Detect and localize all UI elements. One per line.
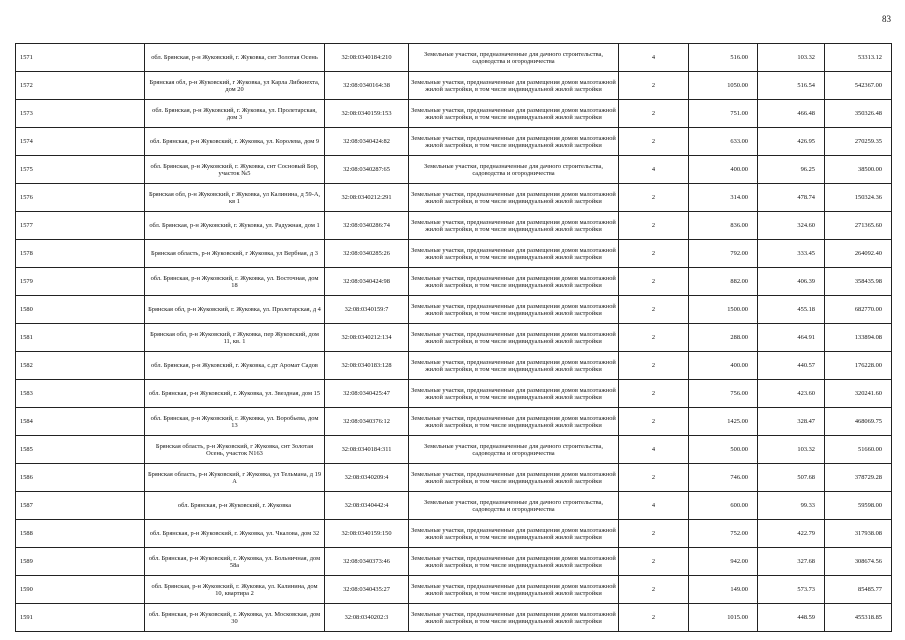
area-cell: 1425.00 [689, 408, 758, 436]
cadastral-value-cell: 542367.00 [825, 72, 892, 100]
specific-value-cell: 99.33 [758, 492, 825, 520]
land-category-cell: Земельные участки, предназначенные для размещения домов малоэтажной жилой застройки, в том числе индивидуальной жилой застройки [409, 576, 619, 604]
row-number: 1577 [16, 212, 145, 240]
area-cell: 751.00 [689, 100, 758, 128]
specific-value-cell: 455.18 [758, 296, 825, 324]
row-number: 1584 [16, 408, 145, 436]
cadastral-number-cell: 32:08:0340425:47 [325, 380, 409, 408]
land-category-cell: Земельные участки, предназначенные для размещения домов малоэтажной жилой застройки, в том числе индивидуальной жилой застройки [409, 324, 619, 352]
area-cell: 288.00 [689, 324, 758, 352]
cadastral-value-cell: 270259.35 [825, 128, 892, 156]
address-cell: обл. Брянская, р-н Жуковский, г. Жуковка, ул. Воробьева, дом 13 [145, 408, 325, 436]
specific-value-cell: 466.48 [758, 100, 825, 128]
group-cell: 4 [619, 492, 689, 520]
area-cell: 1050.00 [689, 72, 758, 100]
area-cell: 516.00 [689, 44, 758, 72]
cadastral-number-cell: 32:08:0340184:311 [325, 436, 409, 464]
cadastral-number-cell: 32:08:0340435:27 [325, 576, 409, 604]
row-number: 1587 [16, 492, 145, 520]
area-cell: 149.00 [689, 576, 758, 604]
table-row [16, 492, 892, 520]
row-number: 1591 [16, 604, 145, 632]
land-category-cell: Земельные участки, предназначенные для размещения домов малоэтажной жилой застройки, в том числе индивидуальной жилой застройки [409, 604, 619, 632]
area-cell: 400.00 [689, 156, 758, 184]
table-row [16, 436, 892, 464]
table-row [16, 268, 892, 296]
cadastral-value-cell: 85485.77 [825, 576, 892, 604]
address-cell: Брянская область, р-н Жуковский, г Жуковка, ул Вербная, д 3 [145, 240, 325, 268]
row-number: 1575 [16, 156, 145, 184]
cadastral-number-cell: 32:08:0340212:291 [325, 184, 409, 212]
address-cell: обл. Брянская, р-н Жуковский, г. Жуковка, ул. Королева, дом 9 [145, 128, 325, 156]
area-cell: 752.00 [689, 520, 758, 548]
table-row [16, 72, 892, 100]
cadastral-number-cell: 32:08:0340286:74 [325, 212, 409, 240]
land-category-cell: Земельные участки, предназначенные для размещения домов малоэтажной жилой застройки, в том числе индивидуальной жилой застройки [409, 352, 619, 380]
group-cell: 2 [619, 324, 689, 352]
cadastral-value-cell: 308674.56 [825, 548, 892, 576]
group-cell: 2 [619, 268, 689, 296]
group-cell: 2 [619, 240, 689, 268]
address-cell: обл. Брянская, р-н Жуковский, г. Жуковка, ул. Московская, дом 30 [145, 604, 325, 632]
cadastral-value-cell: 59598.00 [825, 492, 892, 520]
cadastral-value-cell: 53313.12 [825, 44, 892, 72]
cadastral-number-cell: 32:08:0340209:4 [325, 464, 409, 492]
cadastral-number-cell: 32:08:0340159:7 [325, 296, 409, 324]
specific-value-cell: 103.32 [758, 436, 825, 464]
row-number: 1586 [16, 464, 145, 492]
group-cell: 4 [619, 44, 689, 72]
table-row [16, 100, 892, 128]
table-row [16, 408, 892, 436]
address-cell: Брянская обл, р-н Жуковский, г Жуковка, ул Калинина, д 59-А, кв 1 [145, 184, 325, 212]
row-number: 1578 [16, 240, 145, 268]
row-number: 1580 [16, 296, 145, 324]
address-cell: Брянская область, р-н Жуковский, г Жуковка, ул Тельмана, д 19 А [145, 464, 325, 492]
group-cell: 2 [619, 464, 689, 492]
cadastral-number-cell: 32:08:0340184:210 [325, 44, 409, 72]
table-row [16, 296, 892, 324]
group-cell: 2 [619, 128, 689, 156]
group-cell: 2 [619, 380, 689, 408]
land-category-cell: Земельные участки, предназначенные для размещения домов малоэтажной жилой застройки, в том числе индивидуальной жилой застройки [409, 212, 619, 240]
cadastral-value-cell: 271365.60 [825, 212, 892, 240]
address-cell: обл. Брянская, р-н Жуковский, г. Жуковка, снт Золотая Осень [145, 44, 325, 72]
row-number: 1579 [16, 268, 145, 296]
specific-value-cell: 324.60 [758, 212, 825, 240]
address-cell: Брянская обл, р-н Жуковский, г Жуковка, пер Жуковский, дом 11, кв. 1 [145, 324, 325, 352]
group-cell: 2 [619, 72, 689, 100]
cadastral-value-cell: 51660.00 [825, 436, 892, 464]
cadastral-number-cell: 32:08:0340159:153 [325, 100, 409, 128]
address-cell: Брянская обл, р-н Жуковский, г Жуковка, ул Карла Либкнехта, дом 20 [145, 72, 325, 100]
area-cell: 400.00 [689, 352, 758, 380]
cadastral-number-cell: 32:08:0340159:150 [325, 520, 409, 548]
address-cell: обл. Брянская, р-н Жуковский, г. Жуковка, ул. Восточная, дом 18 [145, 268, 325, 296]
cadastral-number-cell: 32:08:0340212:134 [325, 324, 409, 352]
specific-value-cell: 328.47 [758, 408, 825, 436]
specific-value-cell: 406.39 [758, 268, 825, 296]
row-number: 1585 [16, 436, 145, 464]
cadastral-number-cell: 32:08:0340424:82 [325, 128, 409, 156]
cadastral-number-cell: 32:08:0340373:46 [325, 548, 409, 576]
address-cell: Брянская область, р-н Жуковский, г Жуковка, снт Золотая Осень, участок N163 [145, 436, 325, 464]
address-cell: обл. Брянская, р-н Жуковский, г. Жуковка, с.дт Аромат Садов [145, 352, 325, 380]
area-cell: 1500.00 [689, 296, 758, 324]
address-cell: обл. Брянская, р-н Жуковский, г. Жуковка [145, 492, 325, 520]
address-cell: обл. Брянская, р-н Жуковский, г. Жуковка, ул. Чкалова, дом 32 [145, 520, 325, 548]
cadastral-number-cell: 32:08:0340376:12 [325, 408, 409, 436]
page-number: 83 [882, 14, 891, 24]
land-category-cell: Земельные участки, предназначенные для размещения домов малоэтажной жилой застройки, в том числе индивидуальной жилой застройки [409, 268, 619, 296]
row-number: 1581 [16, 324, 145, 352]
specific-value-cell: 96.25 [758, 156, 825, 184]
land-category-cell: Земельные участки, предназначенные для размещения домов малоэтажной жилой застройки, в том числе индивидуальной жилой застройки [409, 184, 619, 212]
cadastral-value-cell: 468069.75 [825, 408, 892, 436]
specific-value-cell: 333.45 [758, 240, 825, 268]
cadastral-number-cell: 32:08:0340164:38 [325, 72, 409, 100]
specific-value-cell: 426.95 [758, 128, 825, 156]
address-cell: обл. Брянская, р-н Жуковский, г. Жуковка, ул. Калинина, дом 10, квартира 2 [145, 576, 325, 604]
land-category-cell: Земельные участки, предназначенные для размещения домов малоэтажной жилой застройки, в том числе индивидуальной жилой застройки [409, 128, 619, 156]
cadastral-value-cell: 176228.00 [825, 352, 892, 380]
table-row [16, 352, 892, 380]
group-cell: 2 [619, 184, 689, 212]
cadastral-value-cell: 38500.00 [825, 156, 892, 184]
area-cell: 600.00 [689, 492, 758, 520]
address-cell: обл. Брянская, р-н Жуковский, г. Жуковка, снт Сосновый Бор, участок №5 [145, 156, 325, 184]
cadastral-value-cell: 682770.00 [825, 296, 892, 324]
table-row [16, 212, 892, 240]
table-row [16, 44, 892, 72]
group-cell: 2 [619, 520, 689, 548]
group-cell: 2 [619, 100, 689, 128]
cadastral-value-cell: 320241.60 [825, 380, 892, 408]
area-cell: 314.00 [689, 184, 758, 212]
specific-value-cell: 516.54 [758, 72, 825, 100]
specific-value-cell: 423.60 [758, 380, 825, 408]
address-cell: обл. Брянская, р-н Жуковский, г. Жуковка, ул. Звездная, дом 15 [145, 380, 325, 408]
specific-value-cell: 507.68 [758, 464, 825, 492]
area-cell: 756.00 [689, 380, 758, 408]
cadastral-value-cell: 264092.40 [825, 240, 892, 268]
land-category-cell: Земельные участки, предназначенные для размещения домов малоэтажной жилой застройки, в том числе индивидуальной жилой застройки [409, 296, 619, 324]
specific-value-cell: 448.59 [758, 604, 825, 632]
group-cell: 2 [619, 604, 689, 632]
cadastral-number-cell: 32:08:0340285:26 [325, 240, 409, 268]
specific-value-cell: 478.74 [758, 184, 825, 212]
cadastral-number-cell: 32:08:0340183:128 [325, 352, 409, 380]
land-category-cell: Земельные участки, предназначенные для дачного строительства, садоводства и огородничества [409, 436, 619, 464]
area-cell: 942.00 [689, 548, 758, 576]
area-cell: 792.00 [689, 240, 758, 268]
area-cell: 882.00 [689, 268, 758, 296]
group-cell: 2 [619, 296, 689, 324]
area-cell: 500.00 [689, 436, 758, 464]
specific-value-cell: 573.73 [758, 576, 825, 604]
land-category-cell: Земельные участки, предназначенные для размещения домов малоэтажной жилой застройки, в том числе индивидуальной жилой застройки [409, 548, 619, 576]
cadastral-value-cell: 317938.08 [825, 520, 892, 548]
specific-value-cell: 422.79 [758, 520, 825, 548]
cadastral-value-cell: 358435.98 [825, 268, 892, 296]
cadastral-number-cell: 32:08:0340442:4 [325, 492, 409, 520]
area-cell: 1015.00 [689, 604, 758, 632]
address-cell: обл. Брянская, р-н Жуковский, г. Жуковка, ул. Радужная, дом 1 [145, 212, 325, 240]
address-cell: обл. Брянская, р-н Жуковский, г. Жуковка, ул. Пролетарская, дом 3 [145, 100, 325, 128]
table-row [16, 380, 892, 408]
specific-value-cell: 464.91 [758, 324, 825, 352]
table-body [16, 44, 892, 632]
cadastral-value-cell: 133894.08 [825, 324, 892, 352]
group-cell: 2 [619, 576, 689, 604]
group-cell: 4 [619, 436, 689, 464]
group-cell: 2 [619, 352, 689, 380]
land-category-cell: Земельные участки, предназначенные для размещения домов малоэтажной жилой застройки, в том числе индивидуальной жилой застройки [409, 100, 619, 128]
address-cell: Брянская обл, р-н Жуковский, г. Жуковка, ул. Пролетарская, д 4 [145, 296, 325, 324]
row-number: 1573 [16, 100, 145, 128]
group-cell: 2 [619, 548, 689, 576]
row-number: 1590 [16, 576, 145, 604]
table-row [16, 604, 892, 632]
row-number: 1588 [16, 520, 145, 548]
cadastral-value-cell: 378729.28 [825, 464, 892, 492]
specific-value-cell: 103.32 [758, 44, 825, 72]
row-number: 1583 [16, 380, 145, 408]
table-row [16, 548, 892, 576]
land-category-cell: Земельные участки, предназначенные для размещения домов малоэтажной жилой застройки, в том числе индивидуальной жилой застройки [409, 408, 619, 436]
row-number: 1571 [16, 44, 145, 72]
land-category-cell: Земельные участки, предназначенные для дачного строительства, садоводства и огородничества [409, 492, 619, 520]
area-cell: 633.00 [689, 128, 758, 156]
cadastral-value-table [15, 43, 892, 632]
group-cell: 2 [619, 212, 689, 240]
table-row [16, 128, 892, 156]
area-cell: 746.00 [689, 464, 758, 492]
land-category-cell: Земельные участки, предназначенные для размещения домов малоэтажной жилой застройки, в том числе индивидуальной жилой застройки [409, 240, 619, 268]
table-row [16, 240, 892, 268]
land-category-cell: Земельные участки, предназначенные для размещения домов малоэтажной жилой застройки, в том числе индивидуальной жилой застройки [409, 72, 619, 100]
cadastral-number-cell: 32:08:0340202:3 [325, 604, 409, 632]
cadastral-value-cell: 350326.48 [825, 100, 892, 128]
cadastral-number-cell: 32:08:0340287:65 [325, 156, 409, 184]
row-number: 1576 [16, 184, 145, 212]
area-cell: 836.00 [689, 212, 758, 240]
table-row [16, 464, 892, 492]
specific-value-cell: 440.57 [758, 352, 825, 380]
table-row [16, 184, 892, 212]
table-row [16, 576, 892, 604]
land-category-cell: Земельные участки, предназначенные для дачного строительства, садоводства и огородничества [409, 44, 619, 72]
cadastral-value-cell: 150324.36 [825, 184, 892, 212]
table-row [16, 520, 892, 548]
group-cell: 2 [619, 408, 689, 436]
group-cell: 4 [619, 156, 689, 184]
address-cell: обл. Брянская, р-н Жуковский, г. Жуковка, ул. Больничная, дом 58а [145, 548, 325, 576]
table-row [16, 156, 892, 184]
cadastral-value-cell: 455318.85 [825, 604, 892, 632]
land-category-cell: Земельные участки, предназначенные для дачного строительства, садоводства и огородничества [409, 156, 619, 184]
land-category-cell: Земельные участки, предназначенные для размещения домов малоэтажной жилой застройки, в том числе индивидуальной жилой застройки [409, 380, 619, 408]
specific-value-cell: 327.68 [758, 548, 825, 576]
land-category-cell: Земельные участки, предназначенные для размещения домов малоэтажной жилой застройки, в том числе индивидуальной жилой застройки [409, 464, 619, 492]
land-category-cell: Земельные участки, предназначенные для размещения домов малоэтажной жилой застройки, в том числе индивидуальной жилой застройки [409, 520, 619, 548]
cadastral-number-cell: 32:08:0340424:98 [325, 268, 409, 296]
row-number: 1589 [16, 548, 145, 576]
table-row [16, 324, 892, 352]
row-number: 1582 [16, 352, 145, 380]
row-number: 1572 [16, 72, 145, 100]
row-number: 1574 [16, 128, 145, 156]
